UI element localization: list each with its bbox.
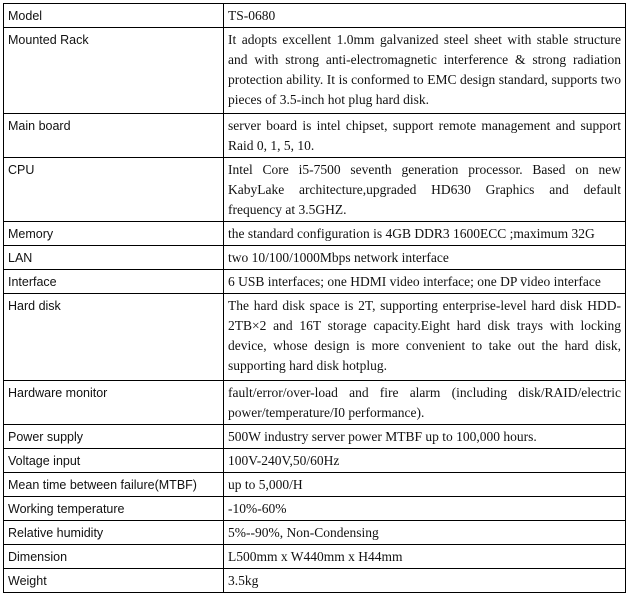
row-label-cpu: CPU xyxy=(4,158,224,222)
row-label-dimension: Dimension xyxy=(4,545,224,569)
row-label-relative-humidity: Relative humidity xyxy=(4,521,224,545)
table-row xyxy=(4,246,626,270)
row-label-memory: Memory xyxy=(4,222,224,246)
row-label-mtbf: Mean time between failure(MTBF) xyxy=(4,473,224,497)
row-label-power-supply: Power supply xyxy=(4,425,224,449)
row-label-weight: Weight xyxy=(4,569,224,593)
row-value-power-supply: 500W industry server power MTBF up to 100,000 hours. xyxy=(224,425,626,449)
table-row xyxy=(4,545,626,569)
row-label-main-board: Main board xyxy=(4,114,224,158)
table-row xyxy=(4,569,626,593)
spec-table xyxy=(3,3,626,593)
row-value-hardware-monitor: fault/error/over-load and fire alarm (including disk/RAID/electric power/temperature/I0 performance). xyxy=(224,381,626,425)
row-label-model: Model xyxy=(4,4,224,28)
table-row xyxy=(4,473,626,497)
row-value-memory: the standard configuration is 4GB DDR3 1600ECC ;maximum 32G xyxy=(224,222,626,246)
table-row xyxy=(4,381,626,425)
row-value-working-temperature: -10%-60% xyxy=(224,497,626,521)
table-row xyxy=(4,294,626,381)
row-label-hard-disk: Hard disk xyxy=(4,294,224,381)
row-value-mounted-rack: It adopts excellent 1.0mm galvanized steel sheet with stable structure and with strong anti-electromagnetic interference & strong radiation protection ability. It is conformed to EMC design standard, supports two pieces of 3.5-inch hot plug hard disk. xyxy=(224,28,626,114)
row-value-main-board: server board is intel chipset, support remote management and support Raid 0, 1, 5, 10. xyxy=(224,114,626,158)
table-row xyxy=(4,521,626,545)
row-label-lan: LAN xyxy=(4,246,224,270)
row-value-cpu: Intel Core i5-7500 seventh generation processor. Based on new KabyLake architecture,upgraded HD630 Graphics and default frequency at 3.5GHZ. xyxy=(224,158,626,222)
table-row xyxy=(4,28,626,114)
row-label-voltage-input: Voltage input xyxy=(4,449,224,473)
row-label-mounted-rack: Mounted Rack xyxy=(4,28,224,114)
row-label-working-temperature: Working temperature xyxy=(4,497,224,521)
table-row xyxy=(4,425,626,449)
row-value-lan: two 10/100/1000Mbps network interface xyxy=(224,246,626,270)
row-value-voltage-input: 100V-240V,50/60Hz xyxy=(224,449,626,473)
row-value-model: TS-0680 xyxy=(224,4,626,28)
row-value-weight: 3.5kg xyxy=(224,569,626,593)
row-label-hardware-monitor: Hardware monitor xyxy=(4,381,224,425)
row-value-relative-humidity: 5%--90%, Non-Condensing xyxy=(224,521,626,545)
table-row xyxy=(4,114,626,158)
table-row xyxy=(4,449,626,473)
row-value-dimension: L500mm x W440mm x H44mm xyxy=(224,545,626,569)
row-value-hard-disk: The hard disk space is 2T, supporting enterprise-level hard disk HDD-2TB×2 and 16T storage capacity.Eight hard disk trays with locking device, whose design is more convenient to take out the hard disk, supporting hard disk hotplug. xyxy=(224,294,626,381)
table-row xyxy=(4,497,626,521)
row-value-interface: 6 USB interfaces; one HDMI video interface; one DP video interface xyxy=(224,270,626,294)
row-label-interface: Interface xyxy=(4,270,224,294)
row-value-mtbf: up to 5,000/H xyxy=(224,473,626,497)
table-row xyxy=(4,4,626,28)
table-row xyxy=(4,158,626,222)
table-row xyxy=(4,270,626,294)
table-row xyxy=(4,222,626,246)
